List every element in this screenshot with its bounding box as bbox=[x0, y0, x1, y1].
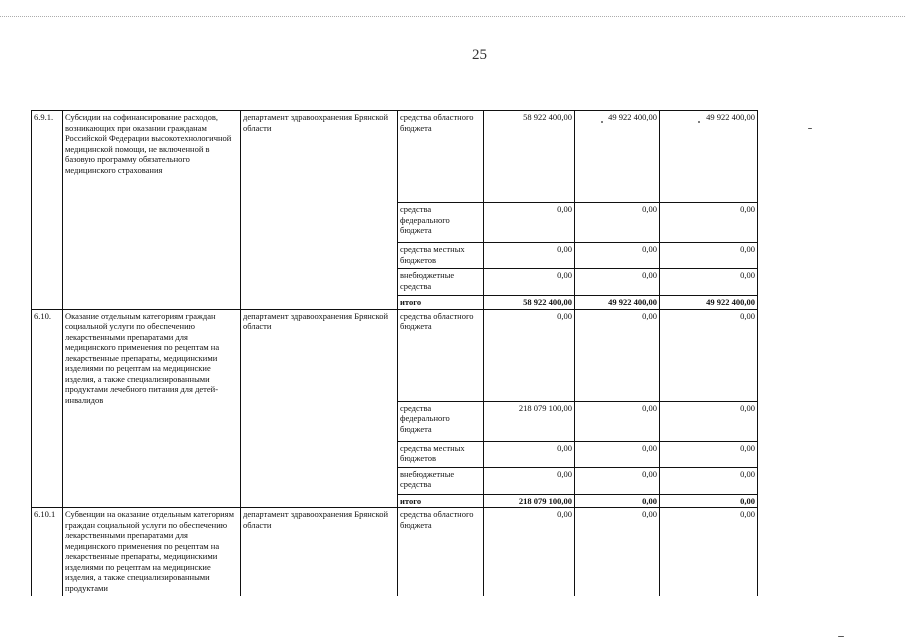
amount-year-2: 0,00 bbox=[575, 269, 660, 296]
row-executor: департамент здравоохранения Брянской области bbox=[241, 111, 398, 310]
amount-year-1: 0,00 bbox=[484, 467, 575, 494]
margin-cell bbox=[758, 296, 813, 310]
total-year-3: 49 922 400,00 bbox=[660, 296, 758, 310]
total-year-1: 218 079 100,00 bbox=[484, 494, 575, 508]
margin-cell bbox=[758, 441, 813, 467]
amount-year-1: 58 922 400,00 bbox=[484, 111, 575, 203]
amount-year-3: 0,00 bbox=[660, 243, 758, 269]
funding-source-total: итого bbox=[398, 296, 484, 310]
total-year-2: 49 922 400,00 bbox=[575, 296, 660, 310]
amount-year-2: 0,00 bbox=[575, 467, 660, 494]
amount-year-3: 0,00 bbox=[660, 203, 758, 243]
margin-cell bbox=[758, 243, 813, 269]
amount-year-1: 0,00 bbox=[484, 269, 575, 296]
margin-cell bbox=[758, 508, 813, 596]
amount-year-2: 0,00 bbox=[575, 401, 660, 441]
amount-year-1: 218 079 100,00 bbox=[484, 401, 575, 441]
margin-cell bbox=[758, 309, 813, 401]
amount-year-2: 0,00 bbox=[575, 508, 660, 596]
margin-cell bbox=[758, 401, 813, 441]
amount-year-3: 0,00 bbox=[660, 401, 758, 441]
table-row bbox=[32, 508, 813, 596]
total-year-3: 0,00 bbox=[660, 494, 758, 508]
amount-year-3: 49 922 400,00 bbox=[660, 111, 758, 203]
total-year-2: 0,00 bbox=[575, 494, 660, 508]
margin-cell bbox=[758, 494, 813, 508]
scan-speck bbox=[698, 121, 700, 123]
amount-year-2: 0,00 bbox=[575, 309, 660, 401]
page-number: 25 bbox=[472, 47, 487, 63]
funding-source: внебюджетные средства bbox=[398, 269, 484, 296]
row-executor: департамент здравоохранения Брянской области bbox=[241, 309, 398, 508]
amount-year-2: 0,00 bbox=[575, 441, 660, 467]
amount-year-3: 0,00 bbox=[660, 467, 758, 494]
row-code: 6.10. bbox=[32, 309, 63, 508]
amount-year-3: 0,00 bbox=[660, 309, 758, 401]
funding-source: средства областного бюджета bbox=[398, 508, 484, 596]
funding-source: средства местных бюджетов bbox=[398, 441, 484, 467]
table-row bbox=[32, 309, 813, 401]
funding-source: средства федерального бюджета bbox=[398, 203, 484, 243]
margin-cell bbox=[758, 467, 813, 494]
funding-source: средства федерального бюджета bbox=[398, 401, 484, 441]
row-name: Субсидии на софинансирование расходов, возникающих при оказании гражданам Российской Федерации высокотехнологичной медицинской помощи, не включенной в базовую программу обязательного медицинского страхования bbox=[63, 111, 241, 310]
margin-cell bbox=[758, 203, 813, 243]
amount-year-2: 49 922 400,00 bbox=[575, 111, 660, 203]
funding-source: средства областного бюджета bbox=[398, 111, 484, 203]
scan-speck bbox=[838, 636, 844, 637]
total-year-1: 58 922 400,00 bbox=[484, 296, 575, 310]
amount-year-3: 0,00 bbox=[660, 441, 758, 467]
scan-speck bbox=[808, 128, 812, 129]
amount-year-2: 0,00 bbox=[575, 203, 660, 243]
amount-year-3: 0,00 bbox=[660, 269, 758, 296]
amount-year-2: 0,00 bbox=[575, 243, 660, 269]
budget-table bbox=[31, 110, 813, 596]
table-row bbox=[32, 111, 813, 203]
amount-year-1: 0,00 bbox=[484, 309, 575, 401]
amount-year-1: 0,00 bbox=[484, 508, 575, 596]
row-executor: департамент здравоохранения Брянской области bbox=[241, 508, 398, 596]
funding-source-total: итого bbox=[398, 494, 484, 508]
row-name: Оказание отдельным категориям граждан социальной услуги по обеспечению лекарственными препаратами для медицинского применения по рецептам на лекарственные препараты, медицинскими изделиями по рецептам на медицинские изделия, а также специализированными продуктами лечебного питания для детей-инвалидов bbox=[63, 309, 241, 508]
row-code: 6.10.1 bbox=[32, 508, 63, 596]
margin-cell bbox=[758, 269, 813, 296]
amount-year-1: 0,00 bbox=[484, 441, 575, 467]
scan-top-edge bbox=[0, 16, 905, 18]
amount-year-1: 0,00 bbox=[484, 203, 575, 243]
funding-source: средства местных бюджетов bbox=[398, 243, 484, 269]
scan-speck bbox=[601, 121, 603, 123]
row-code: 6.9.1. bbox=[32, 111, 63, 310]
funding-source: средства областного бюджета bbox=[398, 309, 484, 401]
amount-year-1: 0,00 bbox=[484, 243, 575, 269]
amount-year-3: 0,00 bbox=[660, 508, 758, 596]
row-name: Субвенции на оказание отдельным категориям граждан социальной услуги по обеспечению лекарственными препаратами для медицинского применения по рецептам на лекарственные препараты, медицинскими изделиями по рецептам на медицинские изделия, а также специализированными продуктами bbox=[63, 508, 241, 596]
funding-source: внебюджетные средства bbox=[398, 467, 484, 494]
margin-cell bbox=[758, 111, 813, 203]
